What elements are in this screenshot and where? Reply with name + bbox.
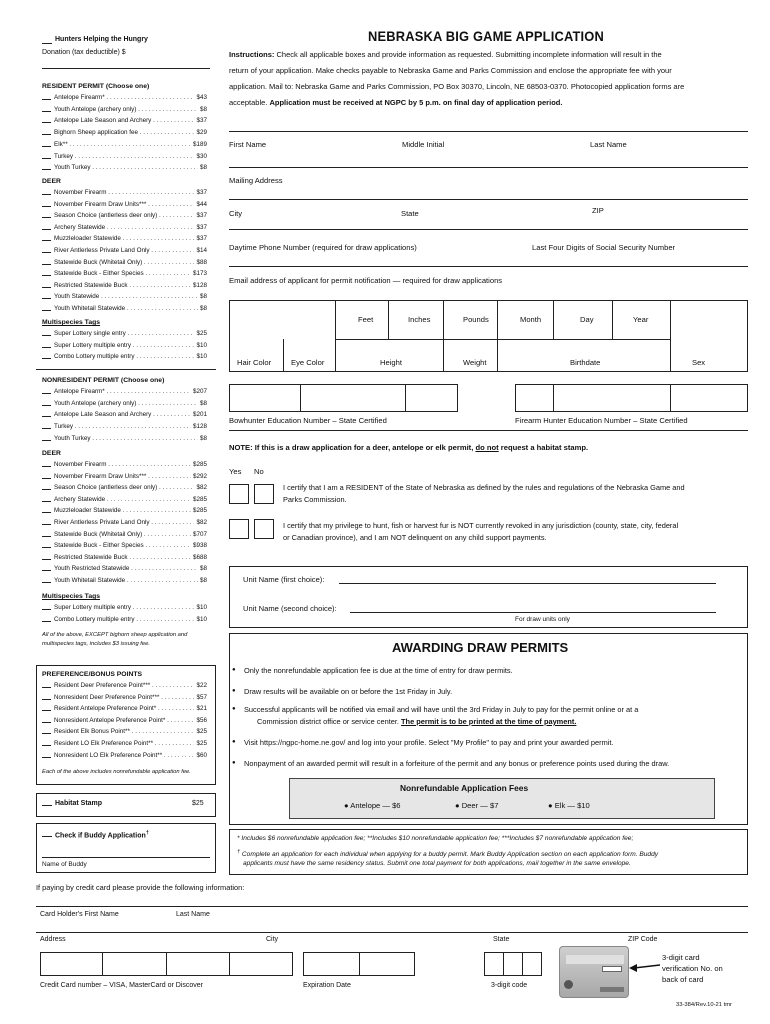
permit-label: River Antlerless Private Land Only . . . [54,519,194,530]
permit-price: $60 [194,752,207,763]
permit-checkbox[interactable] [42,270,51,276]
permit-price: $25 [194,330,207,341]
donation-label: Donation (tax deductible) $ [42,49,126,56]
mailing-address-label: Mailing Address [229,176,283,185]
unit-first-label: Unit Name (first choice): [243,575,325,584]
permit-option[interactable] [42,342,207,353]
form-id: 33-384/Rev.10-21 tmr [676,1002,732,1008]
permit-option[interactable] [42,282,207,293]
permit-price: $10 [194,616,207,627]
resident-yes-checkbox[interactable] [229,484,249,504]
permit-price: $128 [191,423,207,434]
permit-checkbox[interactable] [42,247,51,253]
state-label: State [401,209,419,218]
permit-label: Youth Whitetail Statewide . . . [54,577,198,588]
permit-checkbox[interactable] [42,330,51,336]
issuing-fee-note: All of the above, EXCEPT bighorn sheep application and multispecies tags, includes $3 issuing fee. [42,632,188,647]
permit-option[interactable] [42,473,207,484]
habitat-stamp-checkbox[interactable] [42,805,52,806]
height-label: Height [380,358,402,367]
permit-price: $8 [198,164,207,175]
card-address-label: Address [40,936,66,943]
permit-checkbox[interactable] [42,435,51,441]
permit-price: $8 [198,577,207,588]
permit-price: $8 [198,400,207,411]
permit-option[interactable] [42,117,207,128]
buddy-checkbox[interactable] [42,836,52,837]
permit-price: $8 [198,106,207,117]
fee-deer: ● Deer — $7 [455,801,499,810]
permit-label: Resident Elk Bonus Point** . . . [54,728,194,739]
resident-no-checkbox[interactable] [254,484,274,504]
resident-deer-header: DEER [42,178,61,185]
permit-option[interactable] [42,694,207,705]
permit-label: Antelope Firearm* . . . [54,388,191,399]
permit-label: Super Lottery single entry . . . [54,330,194,341]
card-zip-label: ZIP Code [628,936,658,943]
permit-checkbox[interactable] [42,342,51,348]
permit-option[interactable] [42,616,207,627]
permit-checkbox[interactable] [42,565,51,571]
permit-price: $44 [194,201,207,212]
permit-option[interactable] [42,577,207,588]
permit-label: Nonresident Deer Preference Point*** . . . [54,694,194,705]
permit-checkbox[interactable] [42,604,51,610]
permit-option[interactable] [42,388,207,399]
permit-price: $57 [194,694,207,705]
sex-label: Sex [692,358,706,367]
permit-price: $707 [191,531,207,542]
permit-label: November Firearm . . . [54,461,191,472]
firearm-number-field[interactable] [515,384,748,412]
permit-checkbox[interactable] [42,531,51,537]
phone-label: Daytime Phone Number (required for draw applications) [229,243,417,252]
permit-price: $128 [191,282,207,293]
permit-option[interactable] [42,201,207,212]
buddy-name-label: Name of Buddy [42,861,87,868]
permit-checkbox[interactable] [42,473,51,479]
card-last-name-label: Last Name [176,911,210,918]
permit-label: Archery Statewide . . . [54,224,194,235]
card-first-name-label: Card Holder's First Name [40,911,119,918]
permit-option[interactable] [42,717,207,728]
no-label: No [254,467,264,476]
permit-price: $37 [194,224,207,235]
permit-price: $82 [194,519,207,530]
permit-checkbox[interactable] [42,117,51,123]
permit-price: $292 [191,473,207,484]
permit-price: $8 [198,565,207,576]
habitat-stamp-label: Habitat Stamp [55,800,103,807]
cvv-callout: 3-digit card verification No. on back of card [662,953,723,984]
permit-checkbox[interactable] [42,484,51,490]
permit-price: $8 [198,305,207,316]
left-column [0,0,220,868]
permit-option[interactable] [42,554,207,565]
permit-label: Restricted Statewide Buck . . . [54,554,191,565]
permit-label: Resident LO Elk Preference Point** . . . [54,740,194,751]
draw-units-note: For draw units only [515,616,570,623]
resident-multispecies-header: Multispecies Tags [42,319,101,326]
permit-option[interactable] [42,189,207,200]
permit-checkbox[interactable] [42,141,51,147]
fees-title: Nonrefundable Application Fees [400,783,529,793]
permit-option[interactable] [42,224,207,235]
resident-permit-header: RESIDENT PERMIT (Choose one) [42,83,150,90]
permit-option[interactable] [42,293,207,304]
first-name-label: First Name [229,140,267,149]
permit-option[interactable] [42,235,207,246]
cvv-label: 3-digit code [491,982,528,989]
permit-option[interactable] [42,164,207,175]
permit-checkbox[interactable] [42,423,51,429]
awarding-bullet-4: ● Visit https://ngpc-home.ne.gov/ and log into your profile. Select "My Profile" to pay and print your awarded permit. [244,738,614,747]
permit-label: Resident Antelope Preference Point* . . . [54,705,194,716]
credit-card-back-image [559,946,629,998]
permit-label: November Firearm . . . [54,189,194,200]
nonresident-deer-header: DEER [42,450,61,457]
permit-option[interactable] [42,259,207,270]
permit-checkbox[interactable] [42,682,51,688]
permit-option[interactable] [42,270,207,281]
permit-option[interactable] [42,496,207,507]
permit-option[interactable] [42,531,207,542]
permit-label: Muzzleloader Statewide . . . [54,235,194,246]
permit-price: $22 [194,682,207,693]
firearm-label: Firearm Hunter Education Number – State Certified [515,416,688,425]
hunters-helping-label: Hunters Helping the Hungry [55,36,148,43]
permit-label: Nonresident LO Elk Preference Point** . . . [54,752,194,763]
permit-price: $37 [194,189,207,200]
permit-checkbox[interactable] [42,388,51,394]
pounds-label: Pounds [463,315,489,324]
day-label: Day [580,315,594,324]
preference-points-header: PREFERENCE/BONUS POINTS [42,671,143,678]
footnote-2: † Complete an application for each individual when applying for a buddy permit. Mark Buddy Application section on each application form. Buddy applicants must have the same residency status. Submit one total payment for both applications, mail together in the same envelope. [237,849,659,868]
permit-option[interactable] [42,542,207,553]
permit-label: Antelope Late Season and Archery . . . [54,117,194,128]
page-title: NEBRASKA BIG GAME APPLICATION [368,28,604,44]
permit-label: Youth Turkey . . . [54,164,198,175]
habitat-note: NOTE: If this is a draw application for a deer, antelope or elk permit, do not request a habitat stamp. [229,443,589,452]
permit-price: $207 [191,388,207,399]
permit-option[interactable] [42,484,207,495]
card-number-label: Credit Card number – VISA, MasterCard or Discover [40,982,203,989]
permit-checkbox[interactable] [42,129,51,135]
permit-label: Super Lottery multiple entry . . . [54,604,194,615]
permit-label: Antelope Late Season and Archery . . . [54,411,191,422]
permit-label: Youth Antelope (archery only) . . . [54,106,198,117]
permit-checkbox[interactable] [42,282,51,288]
permit-price: $30 [194,153,207,164]
permit-option[interactable] [42,129,207,140]
zip-label: ZIP [592,206,604,215]
permit-price: $37 [194,117,207,128]
permit-price: $82 [194,484,207,495]
permit-option[interactable] [42,423,207,434]
email-label: Email address of applicant for permit notification — required for draw applications [229,276,503,285]
permit-price: $285 [191,507,207,518]
permit-option[interactable] [42,94,207,105]
nonresident-multispecies-header: Multispecies Tags [42,593,101,600]
permit-price: $201 [191,411,207,422]
permit-label: Season Choice (antlerless deer only) . . . [54,484,194,495]
permit-price: $10 [194,604,207,615]
permit-price: $189 [191,141,207,152]
preference-note: Each of the above includes nonrefundable application fee. [42,769,191,775]
permit-price: $21 [194,705,207,716]
permit-option[interactable] [42,353,207,364]
permit-option[interactable] [42,330,207,341]
permit-option[interactable] [42,106,207,117]
permit-label: Statewide Buck (Whitetail Only) . . . [54,531,191,542]
unit-second-label: Unit Name (second choice): [243,604,337,613]
permit-checkbox[interactable] [42,507,51,513]
permit-checkbox[interactable] [42,554,51,560]
permit-option[interactable] [42,247,207,258]
permit-label: Combo Lottery multiple entry . . . [54,353,194,364]
permit-option[interactable] [42,507,207,518]
permit-price: $285 [191,496,207,507]
permit-price: $8 [198,293,207,304]
permit-price: $173 [191,270,207,281]
habitat-stamp-price: $25 [192,800,204,807]
yes-label: Yes [229,467,242,476]
permit-price: $43 [194,94,207,105]
unit-second-input[interactable] [350,612,716,613]
permit-label: Restricted Statewide Buck . . . [54,282,191,293]
permit-label: Nonresident Antelope Preference Point* . . . [54,717,194,728]
expiration-label: Expiration Date [303,982,351,989]
permit-checkbox[interactable] [42,728,51,734]
weight-label: Weight [463,358,487,367]
permit-label: Resident Deer Preference Point*** . . . [54,682,194,693]
permit-checkbox[interactable] [42,353,51,359]
permit-price: $37 [194,235,207,246]
permit-checkbox[interactable] [42,577,51,583]
permit-option[interactable] [42,461,207,472]
fee-antelope: ● Antelope — $6 [344,801,401,810]
city-label: City [229,209,243,218]
payment-intro: If paying by credit card please provide the following information: [36,883,245,892]
month-label: Month [520,315,542,324]
middle-initial-label: Middle Initial [402,140,445,149]
permit-label: Youth Statewide . . . [54,293,198,304]
awarding-bullet-2: ● Draw results will be available on or before the 1st Friday in July. [244,687,452,696]
permit-price: $938 [191,542,207,553]
permit-checkbox[interactable] [42,461,51,467]
resident-certify-text: I certify that I am a RESIDENT of the State of Nebraska as defined by the rules and regulations of the Nebraska Game and Parks Commission. [283,483,685,504]
permit-label: Archery Statewide . . . [54,496,191,507]
permit-option[interactable] [42,212,207,223]
permit-checkbox[interactable] [42,740,51,746]
year-label: Year [633,315,649,324]
permit-label: Youth Turkey . . . [54,435,198,446]
permit-price: $8 [198,435,207,446]
permit-price: $25 [194,728,207,739]
buddy-application-label: Check if Buddy Application† [55,830,149,840]
permit-label: Muzzleloader Statewide . . . [54,507,191,518]
permit-checkbox[interactable] [42,94,51,100]
permit-option[interactable] [42,682,207,693]
permit-checkbox[interactable] [42,235,51,241]
bowhunter-number-field[interactable] [229,384,458,412]
permit-checkbox[interactable] [42,212,51,218]
permit-label: Youth Antelope (archery only) . . . [54,400,198,411]
awarding-bullet-3: ● Successful applicants will be notified via email and will have until the 3rd Friday in July to pay for the permit online or at a [244,705,638,714]
permit-checkbox[interactable] [42,201,51,207]
permit-checkbox[interactable] [42,293,51,299]
permit-checkbox[interactable] [42,224,51,230]
permit-price: $88 [194,259,207,270]
permit-option[interactable] [42,305,207,316]
permit-label: Statewide Buck - Either Species . . . [54,270,191,281]
permit-checkbox[interactable] [42,259,51,265]
permit-checkbox[interactable] [42,752,51,758]
permit-checkbox[interactable] [42,164,51,170]
permit-label: Turkey . . . [54,153,194,164]
last-name-label: Last Name [590,140,627,149]
inches-label: Inches [408,315,431,324]
awarding-bullet-3b: Commission district office or service center. The permit is to be printed at the time of payment. [257,717,577,726]
permit-price: $688 [191,554,207,565]
permit-label: Elk** . . . [54,141,191,152]
permit-price: $37 [194,212,207,223]
card-state-label: State [493,936,510,943]
awarding-bullet-1: ● Only the nonrefundable application fee is due at the time of entry for draw permits. [244,666,513,675]
permit-option[interactable] [42,435,207,446]
birthdate-label: Birthdate [570,358,601,367]
first-name-input[interactable] [229,152,748,166]
hunters-helping-checkbox[interactable] [42,37,52,44]
privilege-no-checkbox[interactable] [254,519,274,539]
permit-price: $29 [194,129,207,140]
permit-option[interactable] [42,400,207,411]
fee-elk: ● Elk — $10 [548,801,590,810]
privilege-certify-text: I certify that my privilege to hunt, fish or harvest fur is NOT currently revoked in any jurisdiction (county, state, city, federal or Canadian province), and I am NOT delinquent on any child support payments. [283,521,679,542]
permit-checkbox[interactable] [42,717,51,723]
permit-checkbox[interactable] [42,305,51,311]
permit-price: $14 [194,247,207,258]
permit-option[interactable] [42,705,207,716]
permit-option[interactable] [42,141,207,152]
awarding-bullet-5: ● Nonpayment of an awarded permit will result in a forfeiture of the permit and any bonus or preference points used during the draw. [244,759,669,768]
permit-label: November Firearm Draw Units*** . . . [54,473,191,484]
permit-label: Statewide Buck (Whitetail Only) . . . [54,259,194,270]
permit-label: Turkey . . . [54,423,191,434]
permit-price: $285 [191,461,207,472]
permit-checkbox[interactable] [42,496,51,502]
privilege-yes-checkbox[interactable] [229,519,249,539]
permit-label: River Antlerless Private Land Only . . . [54,247,194,258]
card-city-label: City [266,936,279,943]
permit-checkbox[interactable] [42,153,51,159]
permit-label: Super Lottery multiple entry . . . [54,342,194,353]
permit-label: Antelope Firearm* . . . [54,94,194,105]
awarding-title: AWARDING DRAW PERMITS [392,640,569,655]
permit-checkbox[interactable] [42,705,51,711]
permit-checkbox[interactable] [42,411,51,417]
permit-option[interactable] [42,740,207,751]
instructions: Instructions: Check all applicable boxes and provide information as requested. Submitting incomplete information will result in the return of your application. Make checks payable to Nebraska Game and Parks Commission and enclose the appropriate fee with your application. Mail to: Nebraska Game and Parks Commission, PO Box 30370, Lincoln, NE 68503-0370. Photocopied application forms are acceptable. Application must be received at NGPC by 5 p.m. on final day of application period. [229,50,685,107]
permit-option[interactable] [42,728,207,739]
permit-label: Combo Lottery multiple entry . . . [54,616,194,627]
permit-checkbox[interactable] [42,189,51,195]
permit-price: $10 [194,342,207,353]
permit-label: Youth Restricted Statewide . . . [54,565,198,576]
arrow-left-icon [628,960,662,976]
permit-option[interactable] [42,411,207,422]
buddy-name-line [42,857,210,858]
permit-price: $56 [194,717,207,728]
permit-price: $25 [194,740,207,751]
permit-label: Statewide Buck - Either Species . . . [54,542,191,553]
permit-option[interactable] [42,565,207,576]
eye-color-label: Eye Color [291,358,325,367]
permit-price: $10 [194,353,207,364]
permit-option[interactable] [42,752,207,763]
permit-checkbox[interactable] [42,542,51,548]
permit-checkbox[interactable] [42,616,51,622]
permit-checkbox[interactable] [42,106,51,112]
permit-checkbox[interactable] [42,694,51,700]
permit-label: Youth Whitetail Statewide . . . [54,305,198,316]
permit-label: Season Choice (antlerless deer only) . . . [54,212,194,223]
footnote-1: * Includes $6 nonrefundable application fee; **Includes $10 nonrefundable application fee; ***Includes $7 nonrefundable application fee; [237,835,634,842]
permit-checkbox[interactable] [42,400,51,406]
unit-first-input[interactable] [339,583,716,584]
permit-label: Bighorn Sheep application fee . . . [54,129,194,140]
nonresident-permit-header: NONRESIDENT PERMIT (Choose one) [42,377,165,384]
hair-color-label: Hair Color [237,358,272,367]
permit-option[interactable] [42,519,207,530]
cvv-field[interactable] [484,952,542,976]
permit-option[interactable] [42,604,207,615]
permit-checkbox[interactable] [42,519,51,525]
permit-option[interactable] [42,153,207,164]
bowhunter-label: Bowhunter Education Number – State Certified [229,416,387,425]
permit-label: November Firearm Draw Units*** . . . [54,201,194,212]
feet-label: Feet [358,315,374,324]
ssn-label: Last Four Digits of Social Security Number [532,243,676,252]
